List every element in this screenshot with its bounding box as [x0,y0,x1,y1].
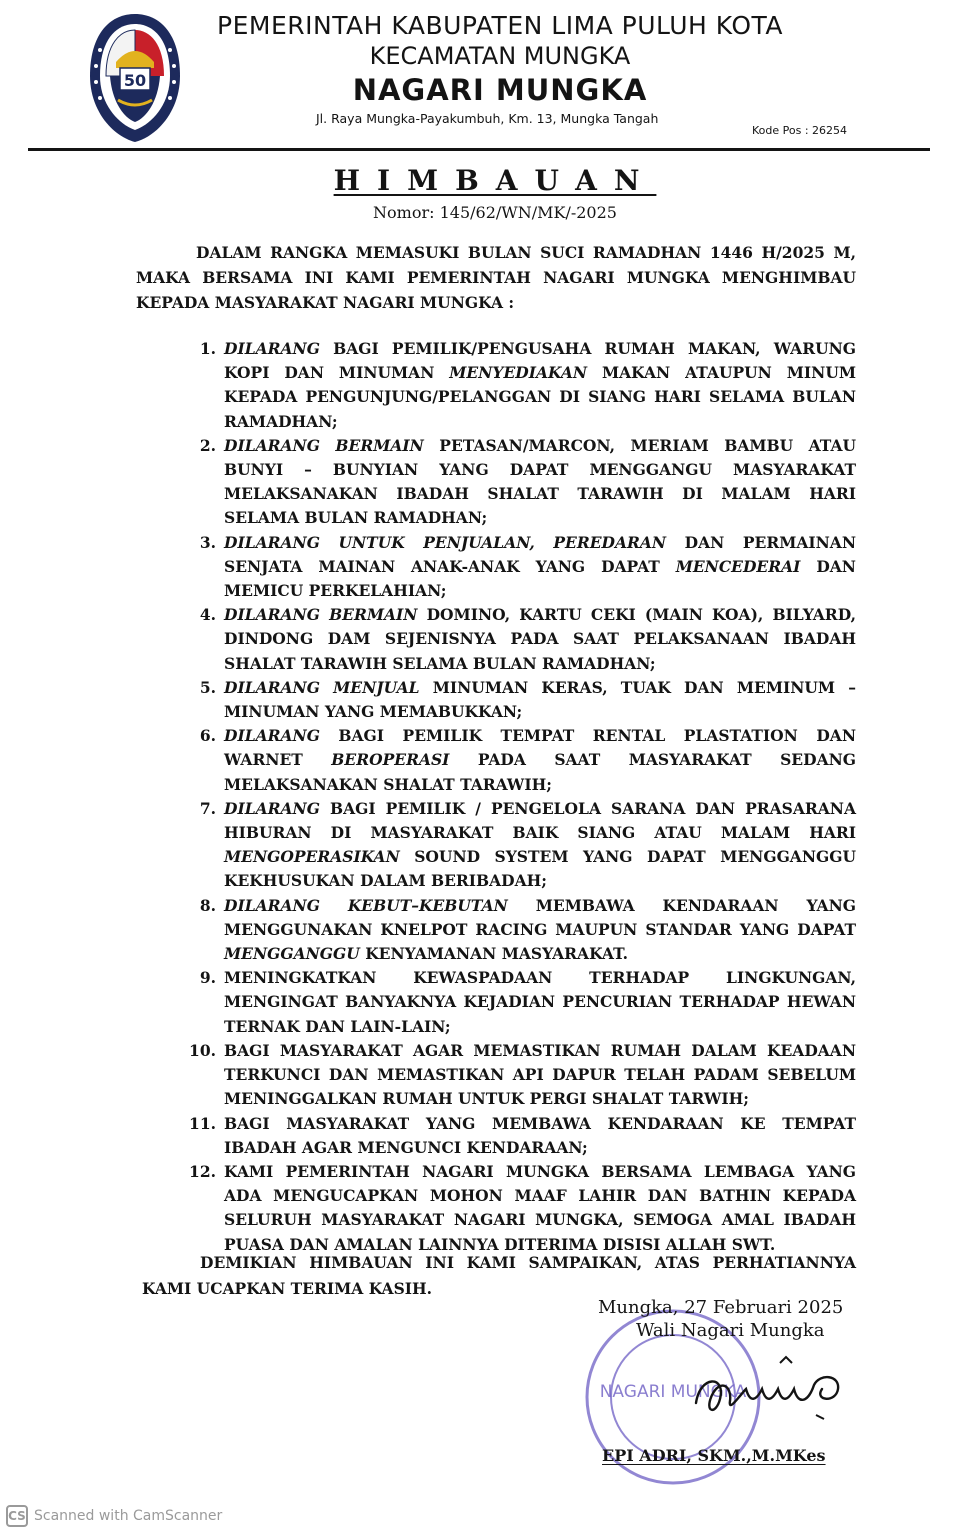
appeal-item [186,434,856,531]
appeal-item [186,1039,856,1112]
village-name: NAGARI MUNGKA [352,73,648,107]
item-text-1: PETASAN/MARCON, MERIAM BAMBU ATAU BUNYI – BUNYIAN YANG DAPAT MENGGANGU MASYARAKAT MELAKSANAKAN IBADAH SHALAT TARAWIH DI MALAM HARI SELAMA BULAN RAMADHAN; [224,435,857,528]
item-emphasis-2: BEROPERASI [331,750,450,770]
item-emphasis-1: DILARANG BERMAIN [224,435,424,455]
item-number: 1. [199,339,216,358]
item-text-2: SOUND SYSTEM YANG DAPAT MENGGANGGU KEKHUSUKAN DALAM BERIBADAH; [224,847,856,891]
item-text-1: MENINGKATKAN KEWASPADAAN TERHADAP LINGKUNGAN, MENGINGAT BANYAKNYA KEJADIAN PENCURIAN TERHADAP HEWAN TERNAK DAN LAIN-LAIN; [224,968,856,1036]
postal-code: Kode Pos : 26254 [752,124,848,137]
appeal-item [186,966,856,1039]
appeal-item [186,1160,856,1257]
item-text-1: BAGI PEMILIK / PENGELOLA SARANA DAN PRASARANA HIBURAN DI MASYARAKAT BAIK SIANG ATAU MALAM HARI [224,798,856,843]
item-emphasis-2: MENCEDERAI [675,556,801,576]
closing-line-2: KAMI UCAPKAN TERIMA KASIH. [142,1279,433,1298]
item-number: 12. [189,1161,216,1181]
item-number: 4. [199,605,216,625]
letterhead [190,10,810,109]
item-number: 3. [199,532,216,552]
intro-line-3: KEPADA MASYARAKAT NAGARI MUNGKA : [136,293,515,312]
closing-line-1: DEMIKIAN HIMBAUAN INI KAMI SAMPAIKAN, ATAS PERHATIANNYA [200,1253,856,1272]
item-number: 8. [199,895,216,915]
appeal-item [186,894,856,967]
appeal-item [186,531,856,604]
intro-line-2: MAKA BERSAMA INI KAMI PEMERINTAH NAGARI MUNGKA MENGHIMBAU [136,268,856,287]
camscanner-icon: CS [6,1505,28,1527]
intro-paragraph [136,240,856,315]
item-text-2: MAKAN ATAUPUN MINUM KEPADA PENGUNJUNG/PELANGGAN DI SIANG HARI SELAMA BULAN RAMADHAN; [224,363,856,431]
closing-paragraph [142,1250,856,1302]
item-text-1: DOMINO, KARTU CEKI (MAIN KOA), BILYARD, DINDONG DAM SEJENISNYA PADA SAAT PELAKSANAAN IBADAH SHALAT TARAWIH SELAMA BULAN RAMADHAN; [224,605,856,673]
logo-number: 50 [123,71,147,90]
appeal-item [186,1112,856,1160]
item-text-2: KENYAMANAN MASYARAKAT. [359,944,629,964]
item-text-1: MINUMAN KERAS, TUAK DAN MEMINUM – MINUMAN YANG MEMABUKKAN; [224,677,857,722]
signatory-role: Wali Nagari Mungka [636,1320,825,1341]
item-number: 7. [199,798,216,818]
item-emphasis-1: DILARANG [224,726,320,746]
district-name: KECAMATAN MUNGKA [369,42,631,70]
item-emphasis-2: MENYEDIAKAN [449,363,588,383]
item-text-2: PADA SAAT MASYARAKAT SEDANG MELAKSANAKAN SHALAT TARAWIH; [224,750,856,794]
appeal-item [186,603,856,676]
place-date: Mungka, 27 Februari 2025 [598,1297,844,1318]
government-name: PEMERINTAH KABUPATEN LIMA PULUH KOTA [217,11,783,40]
letterhead-divider [28,148,930,151]
handwritten-signature-icon [600,1355,860,1435]
item-number: 2. [199,435,216,455]
item-emphasis-1: DILARANG MENJUAL [224,677,420,697]
signatory-name: EPI ADRI, SKM.,M.MKes [602,1446,826,1465]
stamp-label: NAGARI MUNGKA [599,1382,747,1402]
appeal-item [186,797,856,894]
document-title: HIMBAUAN [333,164,657,197]
item-emphasis-2: MENGOPERASIKAN [224,847,400,867]
item-text-1: DAN PERMAINAN SENJATA MAINAN ANAK-ANAK YANG DAPAT [224,532,856,576]
appeal-list [186,337,856,1257]
item-text-1: BAGI PEMILIK TEMPAT RENTAL PLASTATION DAN WARNET [224,726,856,770]
item-emphasis-1: DILARANG [224,798,320,818]
item-number: 9. [199,968,216,988]
regency-logo-icon [86,10,184,144]
item-emphasis-1: DILARANG KEBUT–KEBUTAN [224,895,508,915]
appeal-item [186,676,856,724]
item-number: 5. [199,677,216,697]
item-number: 6. [199,726,216,746]
item-text-1: BAGI PEMILIK/PENGUSAHA RUMAH MAKAN, WARUNG KOPI DAN MINUMAN [224,339,856,383]
address: Jl. Raya Mungka-Payakumbuh, Km. 13, Mungka Tangah [316,111,659,126]
item-text-1: MEMBAWA KENDARAAN YANG MENGGUNAKAN KNELPOT RACING MAUPUN STANDAR YANG DAPAT [224,895,856,939]
watermark-text: Scanned with CamScanner [34,1508,223,1524]
item-text-1: BAGI MASYARAKAT YANG MEMBAWA KENDARAAN KE TEMPAT IBADAH AGAR MENGUNCI KENDARAAN; [224,1113,856,1157]
camscanner-watermark [6,1505,222,1527]
appeal-item [186,724,856,797]
item-emphasis-1: DILARANG UNTUK PENJUALAN, PEREDARAN [224,532,667,552]
item-number: 11. [189,1113,216,1133]
item-text-2: DAN MEMICU PERKELAHIAN; [224,556,856,601]
item-number: 10. [189,1040,216,1060]
intro-line-1: DALAM RANGKA MEMASUKI BULAN SUCI RAMADHAN 1446 H/2025 M, [196,243,856,262]
item-emphasis-1: DILARANG [224,339,320,358]
item-text-1: BAGI MASYARAKAT AGAR MEMASTIKAN RUMAH DALAM KEADAAN TERKUNCI DAN MEMASTIKAN API DAPUR TELAH PADAM SEBELUM MENINGGALKAN RUMAH UNTUK PERGI SHALAT TARWIH; [224,1040,856,1109]
item-text-1: KAMI PEMERINTAH NAGARI MUNGKA BERSAMA LEMBAGA YANG ADA MENGUCAPKAN MOHON MAAF LAHIR DAN BATHIN KEPADA SELURUH MASYARAKAT NAGARI MUNGKA, SEMOGA AMAL IBADAH PUASA DAN AMALAN LAINNYA DITERIMA DISISI ALLAH SWT. [224,1161,856,1254]
item-emphasis-2: MENGGANGGU [224,944,360,964]
item-emphasis-1: DILARANG BERMAIN [224,605,418,625]
appeal-item [186,337,856,434]
document-number: Nomor: 145/62/WN/MK/-2025 [373,203,617,222]
